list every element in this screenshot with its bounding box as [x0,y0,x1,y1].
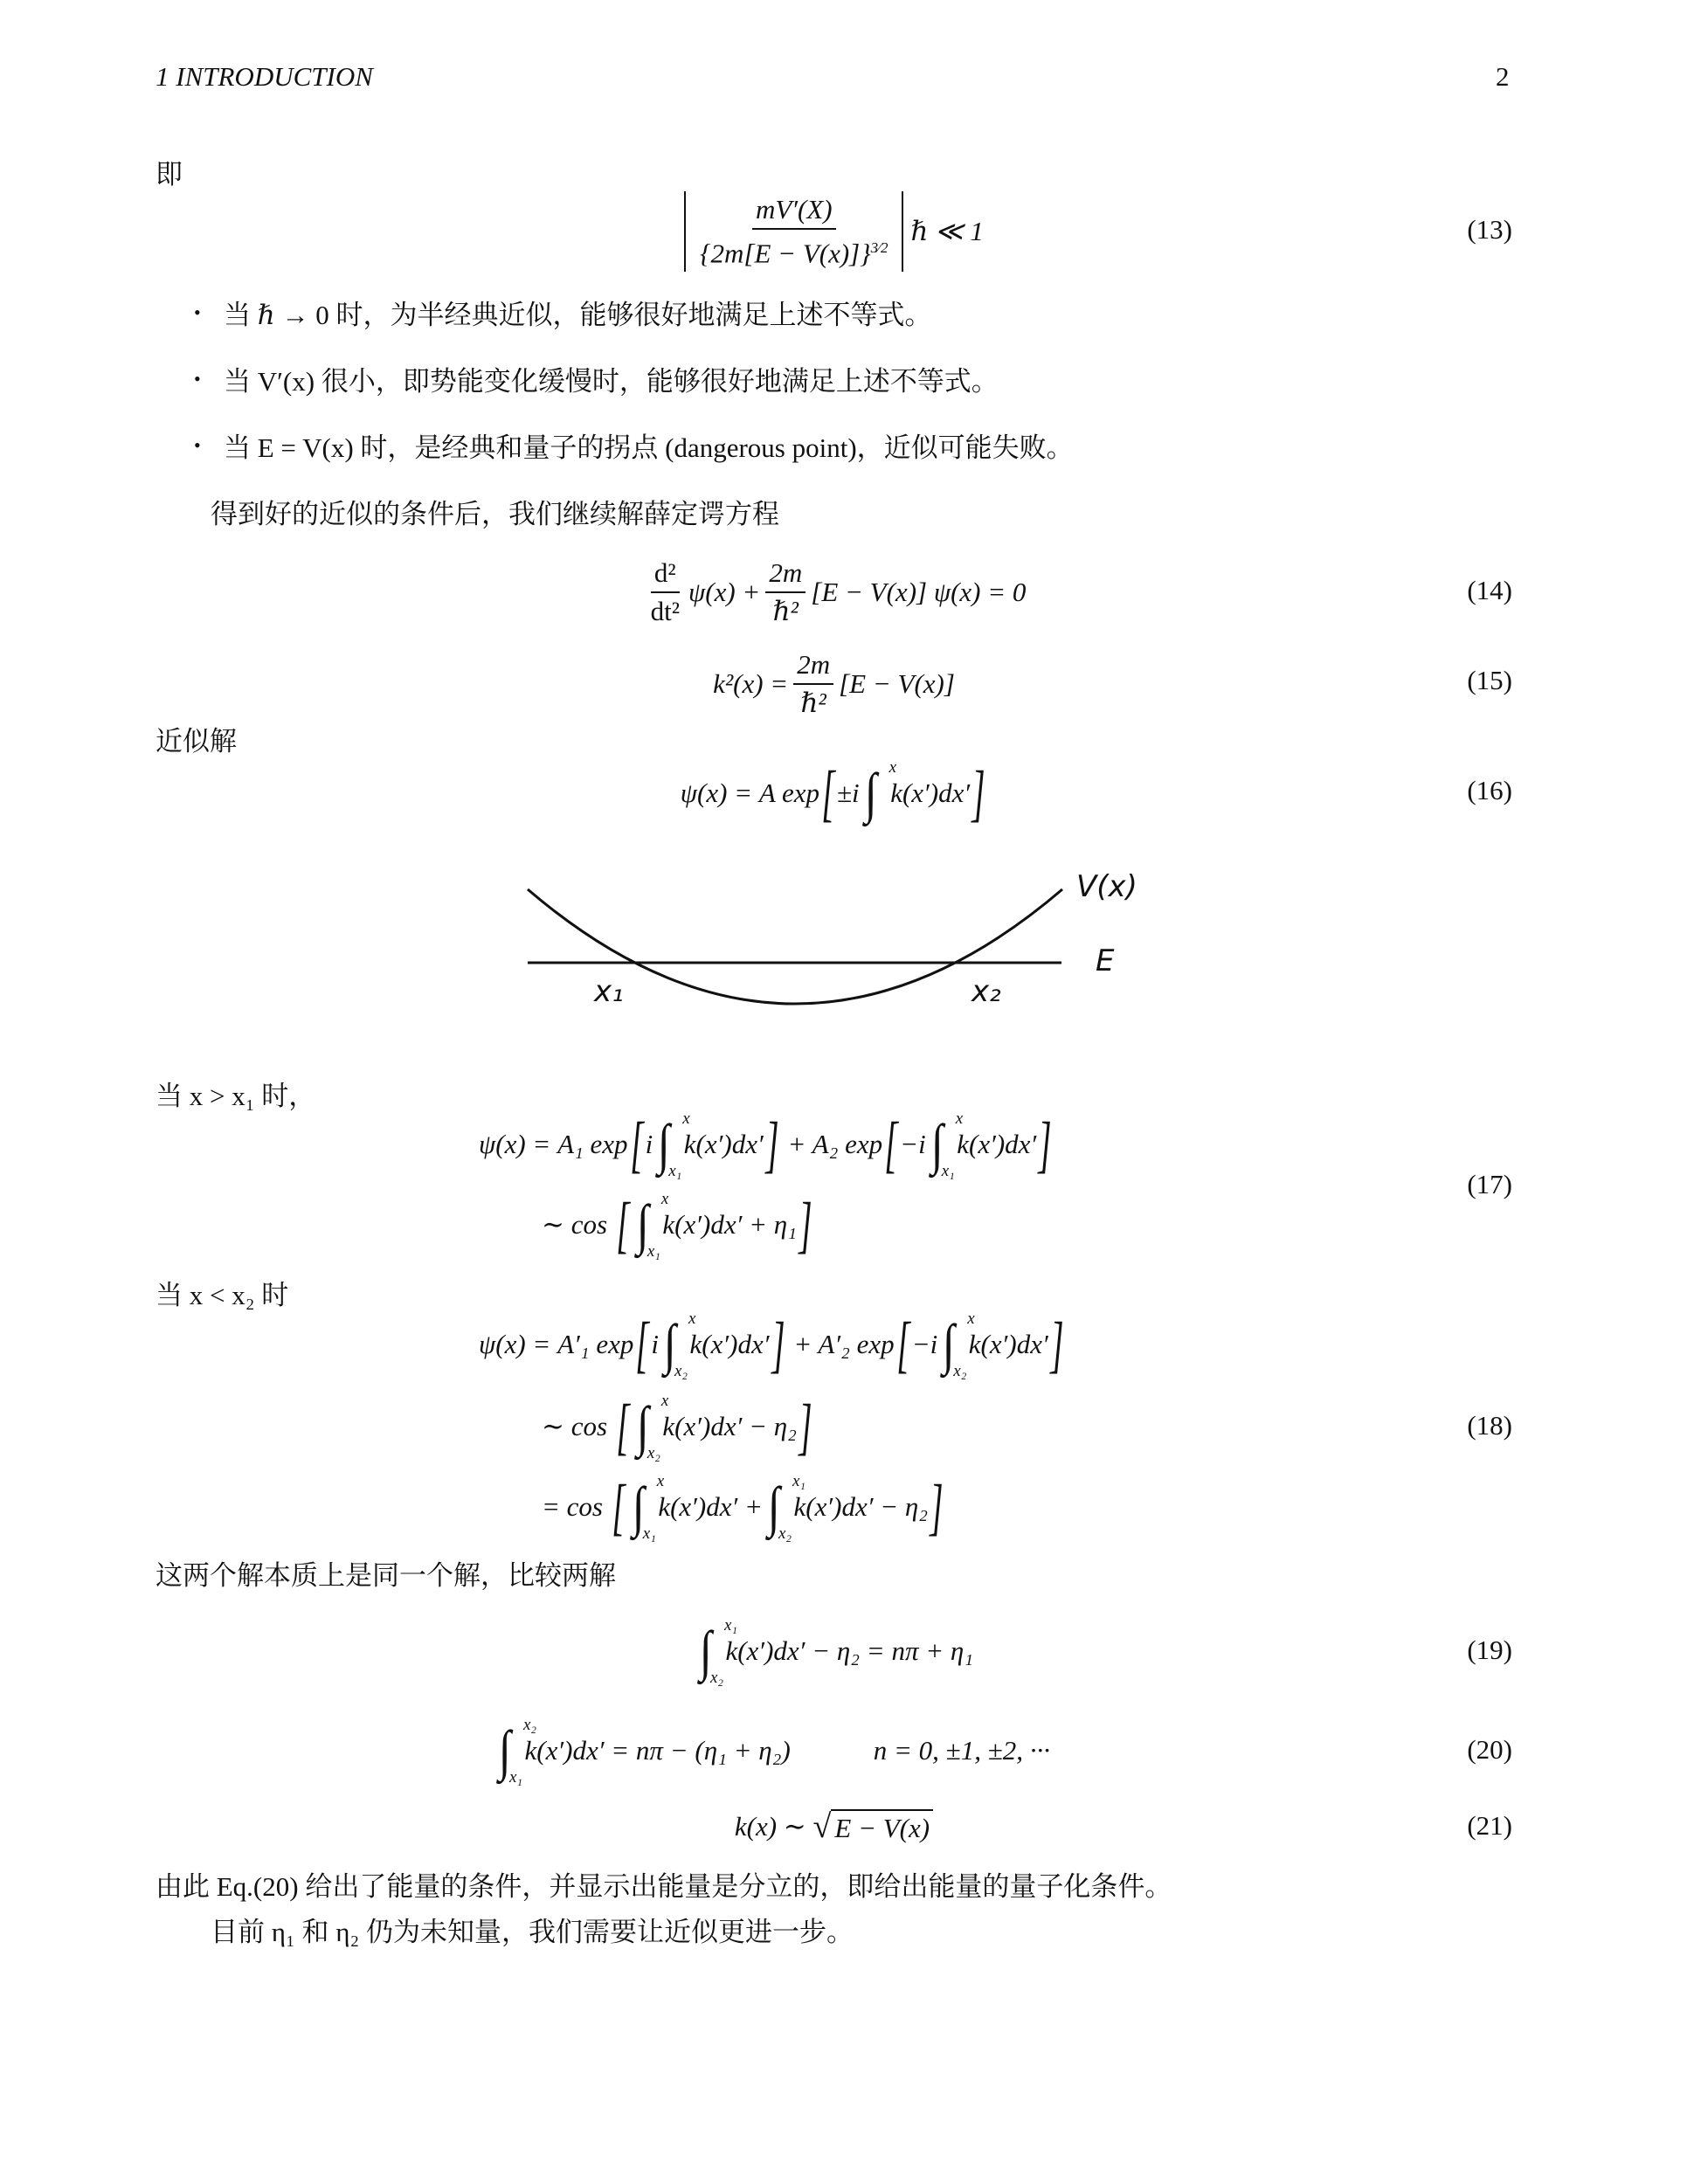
paragraph-schrodinger: 得到好的近似的条件后，我们继续解薛定谔方程 [211,499,779,529]
equation-19: ∫ x₁ x₂ k(x′)dx′ − η₂ = nπ + η₁ [699,1616,974,1687]
paragraph-x-gt-x1: 当 x > x₁ 时， [156,1081,316,1111]
equation-18-line-2: ∼ cos [ ∫ x x₂ k(x′)dx′ − η₂ ] [542,1392,812,1462]
equation-14: $\frac{\text{d²}}{\text{dt²}}$ ψ(x) + $\frac{2m}{\text{ℏ²}}$ [E − V(x)] ψ(x) = 0 [156,550,1512,633]
equation-18-line-3: = cos [ ∫ x x₁ k(x′)dx′ + ∫ x₁ x₂ k(x′)dx′ − η₂ ] [542,1472,944,1543]
equation-13 [156,188,1512,275]
bullet-item: 当 E = V(x) 时，是经典和量子的拐点 (dangerous point)，近似可能失败。 [224,432,1074,463]
turning-point-x1-label: x₁ [594,974,624,1009]
paragraph-approx: 近似解 [156,726,237,757]
paragraph-x-lt-x2: 当 x < x₂ 时 [156,1280,289,1310]
potential-well-figure [515,865,1162,1040]
equation-label-20: (20) [1467,1734,1512,1765]
equation-17-line-1: ψ(x) = A₁ exp [ i ∫ x x₁ k(x′)dx′ ] + A₂ exp [ −i ∫ x x₁ k(x′)dx′ ] [479,1109,1052,1180]
equation-21: k(x) ∼ √ E − V(x) [156,1805,1512,1849]
bullet-item: 当 ℏ → 0 时，为半经典近似，能够很好地满足上述不等式。 [224,300,932,330]
page-number: 2 [1496,61,1510,92]
abs-value [684,191,903,272]
paragraph-ji: 即 [156,159,183,190]
paragraph-compare: 这两个解本质上是同一个解，比较两解 [156,1560,616,1591]
eq13-rest: ℏ ≪ 1 [910,216,984,246]
equation-17-line-2: ∼ cos [ ∫ x x₁ k(x′)dx′ + η₁ ] [542,1190,812,1261]
running-header: 1 INTRODUCTION [156,61,373,92]
equation-label-18: (18) [1467,1410,1512,1441]
integral-sign: ∫ x [864,757,897,824]
potential-label: V(x) [1076,869,1137,904]
equation-label-16: (16) [1467,775,1512,805]
equation-label-15: (15) [1467,665,1512,695]
bullet-icon: • [194,434,201,456]
paragraph-result: 由此 Eq.(20) 给出了能量的条件，并显示出能量是分立的，即给出能量的量子化条件。 [156,1871,1172,1902]
energy-label: E [1096,943,1115,978]
turning-point-x2-label: x₂ [971,974,1001,1009]
bullet-item: 当 V′(x) 很小，即势能变化缓慢时，能够很好地满足上述不等式。 [224,366,999,397]
equation-label-17: (17) [1467,1169,1512,1199]
equation-18-line-1: ψ(x) = A′₁ exp [ i ∫ x x₂ k(x′)dx′ ] + A′₂ exp [ −i ∫ x x₂ k(x′)dx′ ] [479,1310,1064,1380]
equation-label-21: (21) [1467,1810,1512,1841]
equation-label-19: (19) [1467,1635,1512,1665]
denominator: $\{2m[E - V(x)]\}^{3⁄2}$ [700,238,888,269]
equation-label-13: (13) [1467,214,1512,245]
bullet-icon: • [194,368,201,390]
bullet-icon: • [194,301,201,323]
equation-15: k²(x) = $\frac{2m}{\text{ℏ²}}$ [E − V(x)] [156,642,1512,725]
equation-20: ∫ x₂ x₁ k(x′)dx′ = nπ − (η₁ + η₂) n = 0, ±1, ±2, ··· [498,1716,1050,1787]
numerator: mV′(X) [752,191,836,230]
equation-label-14: (14) [1467,575,1512,605]
equation-16: ψ(x) = A exp [ ±i ∫ x k(x′)dx′ ] [680,757,985,828]
paragraph-next: 目前 η₁ 和 η₂ 仍为未知量，我们需要让近似更进一步。 [211,1917,854,1947]
